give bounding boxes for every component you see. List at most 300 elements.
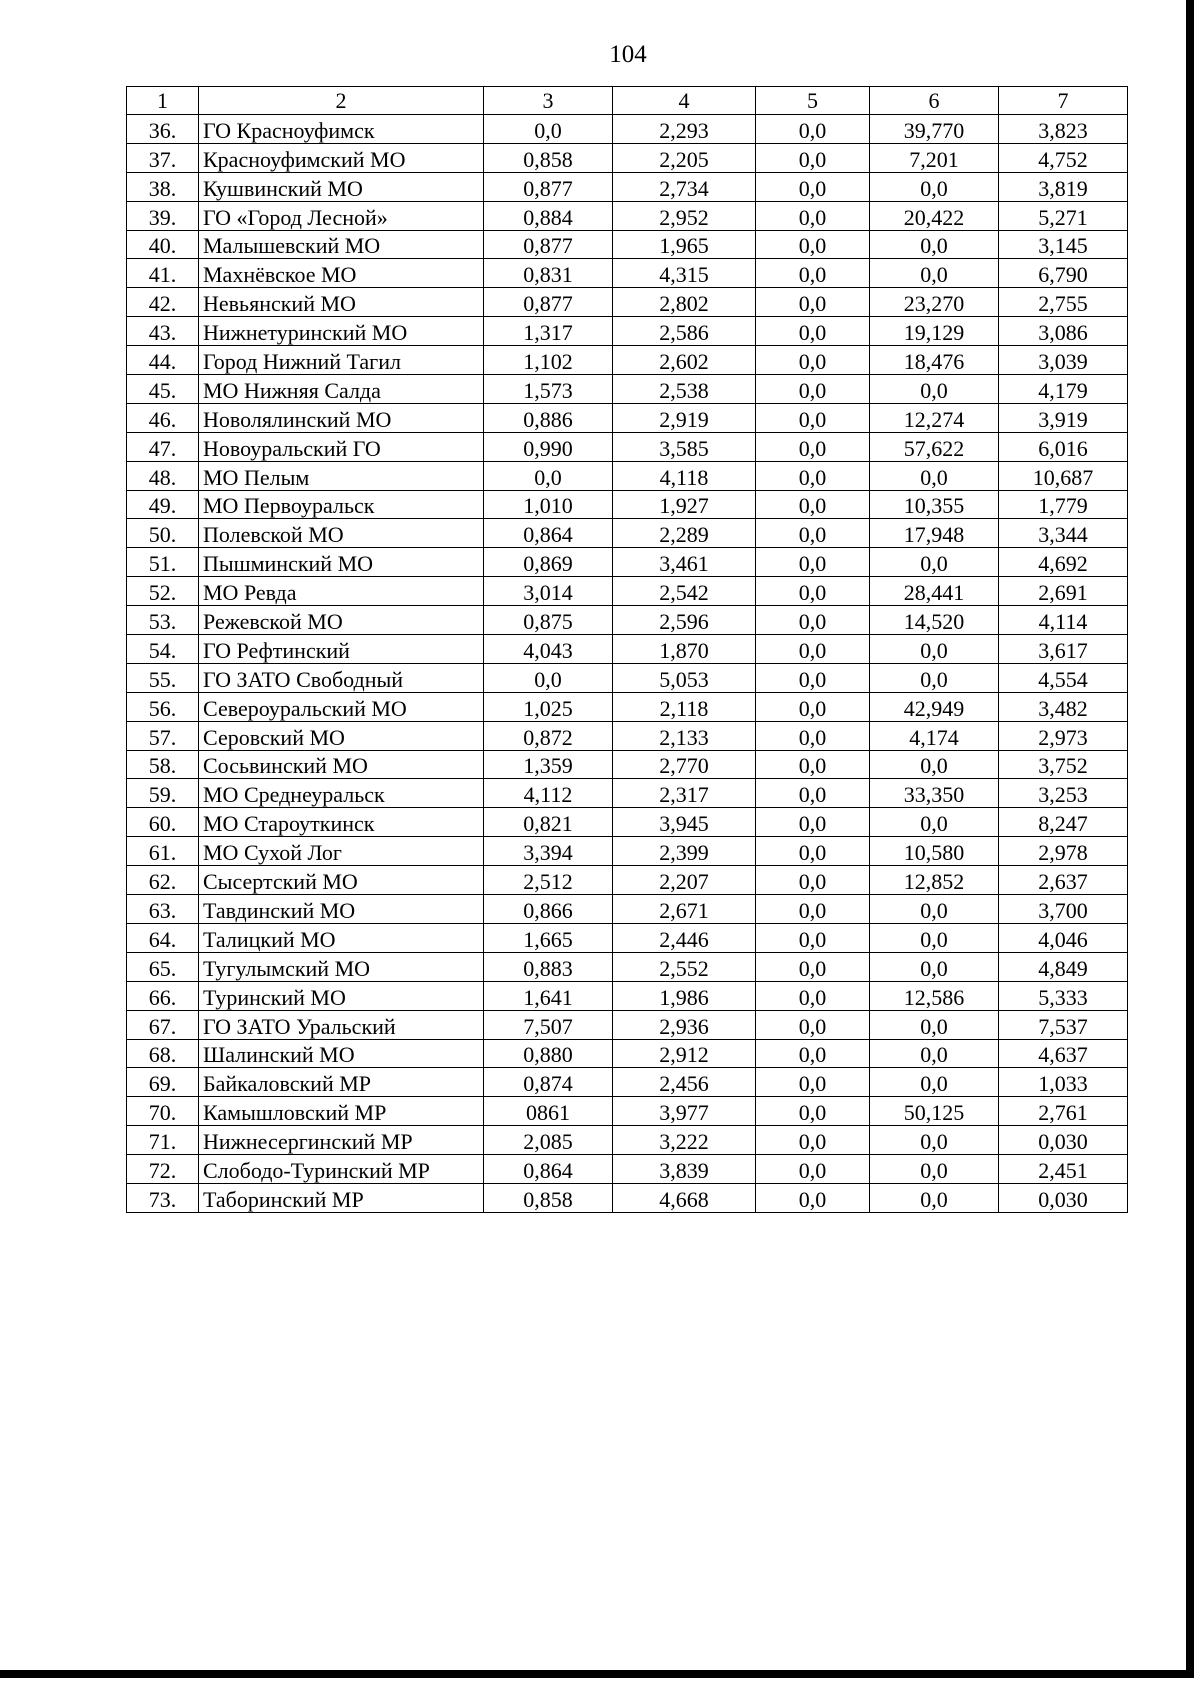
value-cell-col4: 2,952 xyxy=(613,201,756,230)
value-cell-col7: 5,271 xyxy=(999,201,1128,230)
value-cell-col7: 3,482 xyxy=(999,692,1128,721)
row-number-cell: 52. xyxy=(127,577,199,606)
value-cell-col5: 0,0 xyxy=(756,461,870,490)
value-cell-col4: 2,207 xyxy=(613,866,756,895)
table-row xyxy=(127,952,1128,981)
municipality-name-cell: Новоуральский ГО xyxy=(199,432,484,461)
row-number-cell: 70. xyxy=(127,1097,199,1126)
value-cell-col5: 0,0 xyxy=(756,201,870,230)
row-number-cell: 65. xyxy=(127,952,199,981)
value-cell-col6: 12,586 xyxy=(870,981,999,1010)
value-cell-col4: 2,802 xyxy=(613,288,756,317)
value-cell-col3: 0,869 xyxy=(484,548,613,577)
value-cell-col6: 0,0 xyxy=(870,259,999,288)
value-cell-col7: 3,823 xyxy=(999,115,1128,144)
value-cell-col3: 0,883 xyxy=(484,952,613,981)
value-cell-col3: 2,085 xyxy=(484,1126,613,1155)
municipality-name-cell: Шалинский МО xyxy=(199,1039,484,1068)
value-cell-col5: 0,0 xyxy=(756,606,870,635)
value-cell-col4: 3,977 xyxy=(613,1097,756,1126)
value-cell-col4: 2,118 xyxy=(613,692,756,721)
value-cell-col7: 7,537 xyxy=(999,1010,1128,1039)
municipality-name-cell: Сысертский МО xyxy=(199,866,484,895)
municipality-name-cell: МО Сухой Лог xyxy=(199,837,484,866)
row-number-cell: 40. xyxy=(127,230,199,259)
value-cell-col4: 2,133 xyxy=(613,721,756,750)
value-cell-col7: 4,752 xyxy=(999,143,1128,172)
table-row xyxy=(127,288,1128,317)
value-cell-col4: 2,205 xyxy=(613,143,756,172)
table-row xyxy=(127,1039,1128,1068)
value-cell-col3: 1,025 xyxy=(484,692,613,721)
value-cell-col3: 1,665 xyxy=(484,923,613,952)
value-cell-col5: 0,0 xyxy=(756,403,870,432)
value-cell-col4: 3,222 xyxy=(613,1126,756,1155)
value-cell-col3: 0,858 xyxy=(484,143,613,172)
value-cell-col6: 0,0 xyxy=(870,895,999,924)
table-row xyxy=(127,375,1128,404)
value-cell-col7: 10,687 xyxy=(999,461,1128,490)
column-header: 3 xyxy=(484,87,613,115)
municipality-name-cell: Нижнесергинский МР xyxy=(199,1126,484,1155)
value-cell-col7: 3,752 xyxy=(999,750,1128,779)
municipality-name-cell: ГО Красноуфимск xyxy=(199,115,484,144)
row-number-cell: 71. xyxy=(127,1126,199,1155)
value-cell-col5: 0,0 xyxy=(756,1068,870,1097)
value-cell-col3: 0,886 xyxy=(484,403,613,432)
value-cell-col6: 14,520 xyxy=(870,606,999,635)
value-cell-col3: 0,866 xyxy=(484,895,613,924)
value-cell-col4: 3,461 xyxy=(613,548,756,577)
municipality-name-cell: Нижнетуринский МО xyxy=(199,317,484,346)
value-cell-col5: 0,0 xyxy=(756,635,870,664)
value-cell-col6: 0,0 xyxy=(870,1039,999,1068)
value-cell-col6: 23,270 xyxy=(870,288,999,317)
value-cell-col7: 4,637 xyxy=(999,1039,1128,1068)
data-table xyxy=(126,86,1128,1213)
value-cell-col4: 2,912 xyxy=(613,1039,756,1068)
value-cell-col5: 0,0 xyxy=(756,115,870,144)
value-cell-col5: 0,0 xyxy=(756,230,870,259)
value-cell-col6: 33,350 xyxy=(870,779,999,808)
value-cell-col5: 0,0 xyxy=(756,1039,870,1068)
value-cell-col7: 4,179 xyxy=(999,375,1128,404)
value-cell-col3: 7,507 xyxy=(484,1010,613,1039)
row-number-cell: 46. xyxy=(127,403,199,432)
row-number-cell: 49. xyxy=(127,490,199,519)
municipality-name-cell: Город Нижний Тагил xyxy=(199,346,484,375)
municipality-name-cell: МО Нижняя Салда xyxy=(199,375,484,404)
value-cell-col5: 0,0 xyxy=(756,143,870,172)
value-cell-col6: 57,622 xyxy=(870,432,999,461)
municipality-name-cell: МО Ревда xyxy=(199,577,484,606)
value-cell-col4: 2,446 xyxy=(613,923,756,952)
municipality-name-cell: Туринский МО xyxy=(199,981,484,1010)
value-cell-col6: 0,0 xyxy=(870,1126,999,1155)
row-number-cell: 60. xyxy=(127,808,199,837)
value-cell-col3: 0,872 xyxy=(484,721,613,750)
table-row xyxy=(127,1068,1128,1097)
value-cell-col5: 0,0 xyxy=(756,375,870,404)
value-cell-col4: 1,870 xyxy=(613,635,756,664)
table-row xyxy=(127,1010,1128,1039)
value-cell-col7: 3,039 xyxy=(999,346,1128,375)
value-cell-col6: 17,948 xyxy=(870,519,999,548)
value-cell-col5: 0,0 xyxy=(756,1183,870,1212)
row-number-cell: 56. xyxy=(127,692,199,721)
value-cell-col4: 2,456 xyxy=(613,1068,756,1097)
value-cell-col4: 2,289 xyxy=(613,519,756,548)
value-cell-col6: 0,0 xyxy=(870,1068,999,1097)
row-number-cell: 54. xyxy=(127,635,199,664)
value-cell-col4: 2,399 xyxy=(613,837,756,866)
table-row xyxy=(127,346,1128,375)
value-cell-col3: 0,884 xyxy=(484,201,613,230)
value-cell-col7: 0,030 xyxy=(999,1126,1128,1155)
value-cell-col4: 3,585 xyxy=(613,432,756,461)
value-cell-col6: 28,441 xyxy=(870,577,999,606)
value-cell-col7: 6,790 xyxy=(999,259,1128,288)
value-cell-col7: 3,253 xyxy=(999,779,1128,808)
value-cell-col3: 2,512 xyxy=(484,866,613,895)
row-number-cell: 37. xyxy=(127,143,199,172)
value-cell-col7: 3,819 xyxy=(999,172,1128,201)
value-cell-col3: 0,864 xyxy=(484,1155,613,1184)
value-cell-col7: 3,086 xyxy=(999,317,1128,346)
value-cell-col6: 0,0 xyxy=(870,1183,999,1212)
value-cell-col5: 0,0 xyxy=(756,1097,870,1126)
value-cell-col3: 4,043 xyxy=(484,635,613,664)
table-row xyxy=(127,750,1128,779)
value-cell-col3: 1,359 xyxy=(484,750,613,779)
table-row xyxy=(127,259,1128,288)
value-cell-col6: 12,852 xyxy=(870,866,999,895)
value-cell-col4: 3,945 xyxy=(613,808,756,837)
row-number-cell: 63. xyxy=(127,895,199,924)
table-row xyxy=(127,635,1128,664)
row-number-cell: 42. xyxy=(127,288,199,317)
value-cell-col3: 0,858 xyxy=(484,1183,613,1212)
municipality-name-cell: Красноуфимский МО xyxy=(199,143,484,172)
row-number-cell: 68. xyxy=(127,1039,199,1068)
municipality-name-cell: Байкаловский МР xyxy=(199,1068,484,1097)
value-cell-col3: 0,874 xyxy=(484,1068,613,1097)
table-row xyxy=(127,895,1128,924)
value-cell-col3: 4,112 xyxy=(484,779,613,808)
municipality-name-cell: Режевской МО xyxy=(199,606,484,635)
value-cell-col6: 0,0 xyxy=(870,923,999,952)
table-row xyxy=(127,461,1128,490)
column-header: 4 xyxy=(613,87,756,115)
municipality-name-cell: Серовский МО xyxy=(199,721,484,750)
table-row xyxy=(127,432,1128,461)
table-row xyxy=(127,1126,1128,1155)
value-cell-col5: 0,0 xyxy=(756,779,870,808)
value-cell-col4: 4,118 xyxy=(613,461,756,490)
table-row xyxy=(127,692,1128,721)
value-cell-col5: 0,0 xyxy=(756,923,870,952)
row-number-cell: 44. xyxy=(127,346,199,375)
value-cell-col3: 0,831 xyxy=(484,259,613,288)
value-cell-col7: 2,637 xyxy=(999,866,1128,895)
value-cell-col7: 3,700 xyxy=(999,895,1128,924)
table-row xyxy=(127,172,1128,201)
value-cell-col7: 4,114 xyxy=(999,606,1128,635)
value-cell-col6: 0,0 xyxy=(870,1010,999,1039)
municipality-name-cell: Камышловский МР xyxy=(199,1097,484,1126)
value-cell-col3: 0,880 xyxy=(484,1039,613,1068)
value-cell-col7: 4,046 xyxy=(999,923,1128,952)
row-number-cell: 41. xyxy=(127,259,199,288)
value-cell-col7: 2,978 xyxy=(999,837,1128,866)
value-cell-col5: 0,0 xyxy=(756,721,870,750)
municipality-name-cell: Пышминский МО xyxy=(199,548,484,577)
value-cell-col6: 12,274 xyxy=(870,403,999,432)
row-number-cell: 55. xyxy=(127,663,199,692)
value-cell-col7: 8,247 xyxy=(999,808,1128,837)
municipality-name-cell: Тавдинский МО xyxy=(199,895,484,924)
value-cell-col4: 3,839 xyxy=(613,1155,756,1184)
municipality-name-cell: Малышевский МО xyxy=(199,230,484,259)
value-cell-col6: 0,0 xyxy=(870,172,999,201)
value-cell-col3: 0,0 xyxy=(484,663,613,692)
row-number-cell: 59. xyxy=(127,779,199,808)
value-cell-col5: 0,0 xyxy=(756,172,870,201)
value-cell-col3: 0,864 xyxy=(484,519,613,548)
value-cell-col4: 2,919 xyxy=(613,403,756,432)
value-cell-col5: 0,0 xyxy=(756,259,870,288)
row-number-cell: 38. xyxy=(127,172,199,201)
municipality-name-cell: Кушвинский МО xyxy=(199,172,484,201)
row-number-cell: 51. xyxy=(127,548,199,577)
value-cell-col4: 2,586 xyxy=(613,317,756,346)
value-cell-col6: 0,0 xyxy=(870,808,999,837)
value-cell-col3: 1,573 xyxy=(484,375,613,404)
value-cell-col5: 0,0 xyxy=(756,895,870,924)
row-number-cell: 43. xyxy=(127,317,199,346)
value-cell-col6: 10,580 xyxy=(870,837,999,866)
municipality-name-cell: Таборинский МР xyxy=(199,1183,484,1212)
value-cell-col3: 1,010 xyxy=(484,490,613,519)
value-cell-col5: 0,0 xyxy=(756,1126,870,1155)
table-row xyxy=(127,866,1128,895)
value-cell-col4: 4,315 xyxy=(613,259,756,288)
value-cell-col5: 0,0 xyxy=(756,577,870,606)
value-cell-col5: 0,0 xyxy=(756,808,870,837)
row-number-cell: 48. xyxy=(127,461,199,490)
value-cell-col5: 0,0 xyxy=(756,952,870,981)
table-row xyxy=(127,143,1128,172)
value-cell-col7: 3,145 xyxy=(999,230,1128,259)
table-row xyxy=(127,490,1128,519)
value-cell-col4: 1,986 xyxy=(613,981,756,1010)
table-row xyxy=(127,201,1128,230)
row-number-cell: 64. xyxy=(127,923,199,952)
table-body xyxy=(127,115,1128,1213)
value-cell-col3: 0861 xyxy=(484,1097,613,1126)
value-cell-col3: 0,875 xyxy=(484,606,613,635)
value-cell-col6: 0,0 xyxy=(870,375,999,404)
municipality-name-cell: Невьянский МО xyxy=(199,288,484,317)
value-cell-col6: 0,0 xyxy=(870,663,999,692)
value-cell-col6: 0,0 xyxy=(870,461,999,490)
value-cell-col3: 0,0 xyxy=(484,461,613,490)
municipality-name-cell: Талицкий МО xyxy=(199,923,484,952)
table-row xyxy=(127,548,1128,577)
row-number-cell: 61. xyxy=(127,837,199,866)
table-row xyxy=(127,1183,1128,1212)
municipality-name-cell: Сосьвинский МО xyxy=(199,750,484,779)
value-cell-col6: 7,201 xyxy=(870,143,999,172)
value-cell-col5: 0,0 xyxy=(756,432,870,461)
municipality-name-cell: Слободо-Туринский МР xyxy=(199,1155,484,1184)
value-cell-col7: 4,849 xyxy=(999,952,1128,981)
value-cell-col4: 1,927 xyxy=(613,490,756,519)
municipality-name-cell: ГО ЗАТО Свободный xyxy=(199,663,484,692)
value-cell-col4: 4,668 xyxy=(613,1183,756,1212)
municipality-name-cell: Североуральский МО xyxy=(199,692,484,721)
value-cell-col6: 39,770 xyxy=(870,115,999,144)
value-cell-col4: 2,734 xyxy=(613,172,756,201)
value-cell-col3: 0,0 xyxy=(484,115,613,144)
value-cell-col4: 2,596 xyxy=(613,606,756,635)
table-row xyxy=(127,403,1128,432)
value-cell-col7: 5,333 xyxy=(999,981,1128,1010)
value-cell-col3: 3,394 xyxy=(484,837,613,866)
value-cell-col4: 5,053 xyxy=(613,663,756,692)
row-number-cell: 47. xyxy=(127,432,199,461)
value-cell-col6: 42,949 xyxy=(870,692,999,721)
value-cell-col5: 0,0 xyxy=(756,548,870,577)
row-number-cell: 62. xyxy=(127,866,199,895)
value-cell-col4: 2,538 xyxy=(613,375,756,404)
table-row xyxy=(127,519,1128,548)
value-cell-col4: 2,936 xyxy=(613,1010,756,1039)
value-cell-col3: 0,877 xyxy=(484,230,613,259)
table-row xyxy=(127,808,1128,837)
municipality-name-cell: Полевской МО xyxy=(199,519,484,548)
value-cell-col7: 3,344 xyxy=(999,519,1128,548)
value-cell-col4: 2,671 xyxy=(613,895,756,924)
value-cell-col6: 0,0 xyxy=(870,952,999,981)
value-cell-col7: 3,617 xyxy=(999,635,1128,664)
municipality-name-cell: Тугулымский МО xyxy=(199,952,484,981)
value-cell-col3: 3,014 xyxy=(484,577,613,606)
table-row xyxy=(127,606,1128,635)
municipality-name-cell: МО Пелым xyxy=(199,461,484,490)
value-cell-col6: 19,129 xyxy=(870,317,999,346)
value-cell-col7: 4,692 xyxy=(999,548,1128,577)
page-number: 104 xyxy=(609,41,647,68)
value-cell-col5: 0,0 xyxy=(756,288,870,317)
municipality-name-cell: Махнёвское МО xyxy=(199,259,484,288)
row-number-cell: 53. xyxy=(127,606,199,635)
table-row xyxy=(127,1097,1128,1126)
row-number-cell: 50. xyxy=(127,519,199,548)
municipality-name-cell: ГО ЗАТО Уральский xyxy=(199,1010,484,1039)
table-row xyxy=(127,663,1128,692)
value-cell-col5: 0,0 xyxy=(756,866,870,895)
value-cell-col6: 20,422 xyxy=(870,201,999,230)
table-row xyxy=(127,837,1128,866)
value-cell-col5: 0,0 xyxy=(756,750,870,779)
value-cell-col7: 2,691 xyxy=(999,577,1128,606)
table-row xyxy=(127,115,1128,144)
table-row xyxy=(127,923,1128,952)
column-header: 2 xyxy=(199,87,484,115)
row-number-cell: 45. xyxy=(127,375,199,404)
table-row xyxy=(127,577,1128,606)
value-cell-col4: 2,770 xyxy=(613,750,756,779)
value-cell-col7: 4,554 xyxy=(999,663,1128,692)
value-cell-col6: 18,476 xyxy=(870,346,999,375)
value-cell-col5: 0,0 xyxy=(756,981,870,1010)
value-cell-col3: 0,877 xyxy=(484,288,613,317)
row-number-cell: 58. xyxy=(127,750,199,779)
value-cell-col5: 0,0 xyxy=(756,490,870,519)
value-cell-col7: 0,030 xyxy=(999,1183,1128,1212)
value-cell-col3: 1,102 xyxy=(484,346,613,375)
value-cell-col6: 0,0 xyxy=(870,750,999,779)
value-cell-col5: 0,0 xyxy=(756,519,870,548)
municipality-name-cell: МО Первоуральск xyxy=(199,490,484,519)
column-header: 5 xyxy=(756,87,870,115)
row-number-cell: 73. xyxy=(127,1183,199,1212)
value-cell-col5: 0,0 xyxy=(756,1155,870,1184)
value-cell-col6: 0,0 xyxy=(870,230,999,259)
value-cell-col5: 0,0 xyxy=(756,663,870,692)
value-cell-col4: 2,293 xyxy=(613,115,756,144)
value-cell-col7: 1,779 xyxy=(999,490,1128,519)
value-cell-col5: 0,0 xyxy=(756,692,870,721)
value-cell-col7: 2,761 xyxy=(999,1097,1128,1126)
value-cell-col3: 0,821 xyxy=(484,808,613,837)
value-cell-col5: 0,0 xyxy=(756,1010,870,1039)
value-cell-col4: 1,965 xyxy=(613,230,756,259)
row-number-cell: 72. xyxy=(127,1155,199,1184)
value-cell-col6: 0,0 xyxy=(870,548,999,577)
table-row xyxy=(127,317,1128,346)
value-cell-col7: 3,919 xyxy=(999,403,1128,432)
value-cell-col4: 2,317 xyxy=(613,779,756,808)
value-cell-col7: 2,755 xyxy=(999,288,1128,317)
value-cell-col7: 2,973 xyxy=(999,721,1128,750)
row-number-cell: 57. xyxy=(127,721,199,750)
municipality-name-cell: МО Среднеуральск xyxy=(199,779,484,808)
municipality-name-cell: МО Староуткинск xyxy=(199,808,484,837)
value-cell-col6: 0,0 xyxy=(870,635,999,664)
value-cell-col4: 2,602 xyxy=(613,346,756,375)
value-cell-col5: 0,0 xyxy=(756,346,870,375)
row-number-cell: 36. xyxy=(127,115,199,144)
municipality-name-cell: Новолялинский МО xyxy=(199,403,484,432)
row-number-cell: 67. xyxy=(127,1010,199,1039)
value-cell-col6: 4,174 xyxy=(870,721,999,750)
column-header: 7 xyxy=(999,87,1128,115)
row-number-cell: 69. xyxy=(127,1068,199,1097)
municipality-name-cell: ГО «Город Лесной» xyxy=(199,201,484,230)
value-cell-col3: 1,641 xyxy=(484,981,613,1010)
value-cell-col7: 1,033 xyxy=(999,1068,1128,1097)
municipality-name-cell: ГО Рефтинский xyxy=(199,635,484,664)
value-cell-col3: 0,877 xyxy=(484,172,613,201)
value-cell-col3: 0,990 xyxy=(484,432,613,461)
value-cell-col7: 2,451 xyxy=(999,1155,1128,1184)
value-cell-col4: 2,542 xyxy=(613,577,756,606)
value-cell-col6: 10,355 xyxy=(870,490,999,519)
value-cell-col5: 0,0 xyxy=(756,837,870,866)
value-cell-col6: 50,125 xyxy=(870,1097,999,1126)
